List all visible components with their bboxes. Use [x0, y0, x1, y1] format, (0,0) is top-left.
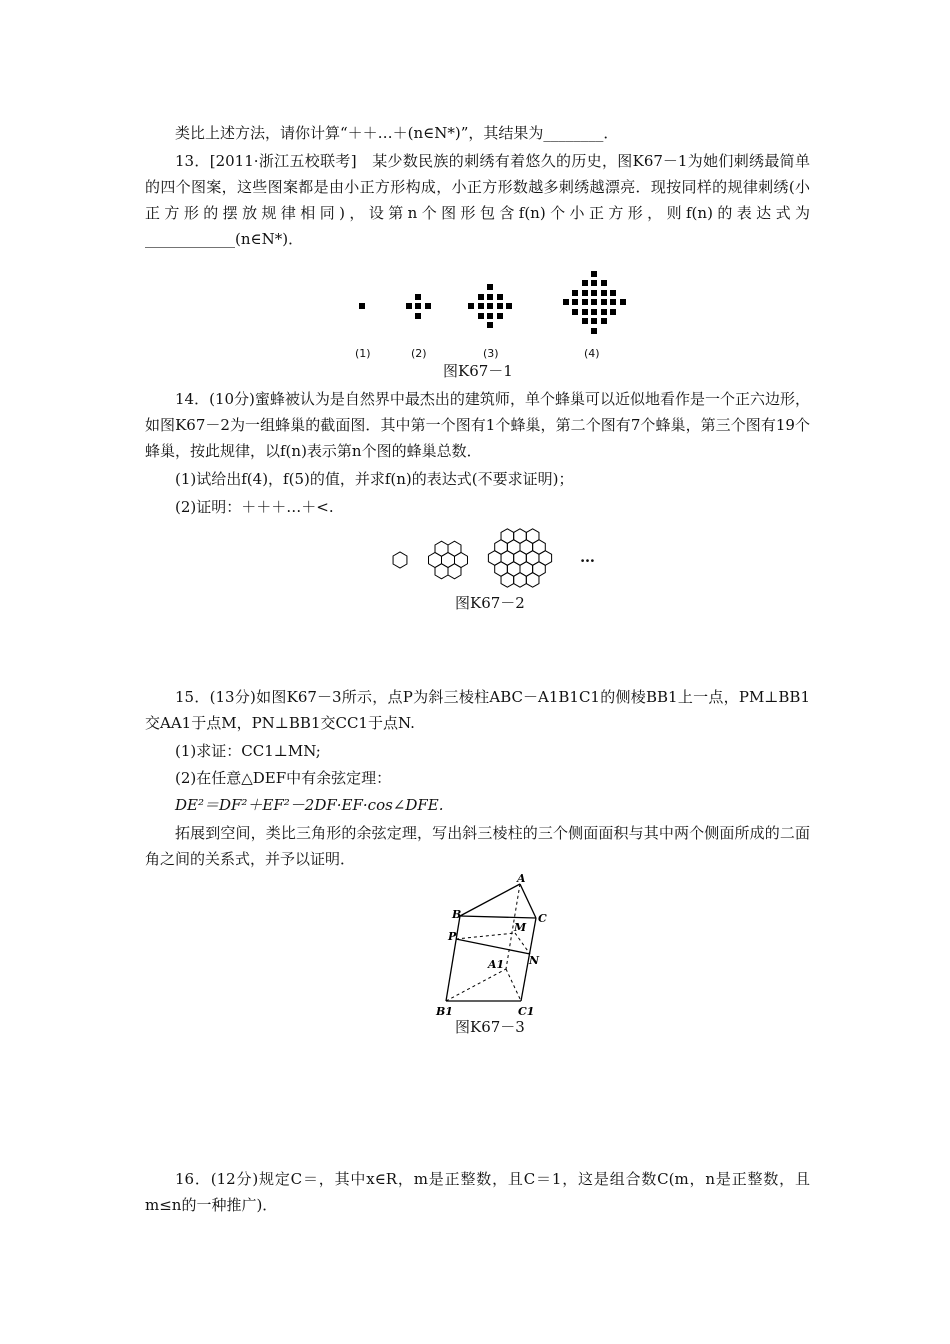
question-15-extension: 拓展到空间，类比三角形的余弦定理，写出斜三棱柱的三个侧面面积与其中两个侧面所成的二面角之间的关系式，并予以证明．: [145, 824, 810, 868]
figure-k67-1-caption: 图K67－1: [443, 362, 513, 380]
honeycomb-cell: [393, 552, 407, 568]
honeycomb-cell: [455, 553, 468, 568]
question-14-part-1: (1)试给出f(4)，f(5)的值，并求f(n)的表达式(不要求证明)；: [175, 470, 574, 488]
pattern-square: [497, 313, 503, 319]
pattern-square: [478, 303, 484, 309]
figure-k67-2-ellipsis: …: [580, 548, 595, 566]
pattern-square: [601, 290, 607, 296]
figure-label-3: (3): [483, 347, 499, 360]
pattern-square: [610, 299, 616, 305]
pattern-square: [601, 280, 607, 286]
pattern-square: [487, 284, 493, 290]
pattern-square: [610, 290, 616, 296]
analogy-line: 类比上述方法，请你计算“＋＋…＋(n∈N*)”，其结果为________．: [175, 124, 619, 142]
figure-label-1: (1): [355, 347, 371, 360]
pattern-square: [487, 322, 493, 328]
pattern-square: [591, 318, 597, 324]
pattern-square: [415, 313, 421, 319]
pattern-square: [468, 303, 474, 309]
pattern-square: [582, 299, 588, 305]
point-label-c1: C1: [518, 1005, 535, 1018]
point-label-a: A: [517, 872, 526, 885]
figure-label-2: (2): [411, 347, 427, 360]
pattern-square: [591, 271, 597, 277]
question-16-text: 16．(12分)规定C＝，其中x∈R，m是正整数，且C＝1，这是组合数C(m，n是正整数，且m≤n的一种推广)．: [145, 1170, 810, 1214]
question-15-text: 15．(13分)如图K67－3所示，点P为斜三棱柱ABC－A1B1C1的侧棱BB1上一点，PM⊥BB1交AA1于点M，PN⊥BB1交CC1于点N.: [145, 688, 810, 732]
pattern-square: [478, 313, 484, 319]
question-14-part-2: (2)证明：＋＋＋…＋<.: [175, 498, 334, 516]
figure-k67-2-caption: 图K67－2: [455, 594, 525, 612]
pattern-square: [572, 299, 578, 305]
pattern-square: [497, 303, 503, 309]
pattern-square: [582, 318, 588, 324]
question-14-text: 14．(10分)蜜蜂被认为是自然界中最杰出的建筑师，单个蜂巢可以近似地看作是一个正六边形，如图K67－2为一组蜂巢的截面图．其中第一个图有1个蜂巢，第二个图有7个蜂巢，第三个图有19个蜂巢，按此规律，以f(n)表示第n个图的蜂巢总数．: [145, 390, 810, 460]
pattern-square: [359, 303, 365, 309]
pattern-square: [425, 303, 431, 309]
figure-k67-1: [340, 262, 640, 362]
pattern-square: [563, 299, 569, 305]
point-label-c: C: [538, 912, 547, 925]
pattern-square: [591, 309, 597, 315]
pattern-square: [601, 309, 607, 315]
pattern-square: [610, 309, 616, 315]
pattern-square: [487, 303, 493, 309]
pattern-square: [582, 280, 588, 286]
pattern-square: [591, 299, 597, 305]
question-15-formula: DE²＝DF²＋EF²－2DF·EF·cos∠DFE.: [175, 796, 444, 814]
pattern-square: [591, 280, 597, 286]
point-label-a1: A1: [488, 958, 505, 971]
pattern-square: [582, 309, 588, 315]
pattern-square: [601, 318, 607, 324]
pattern-square: [591, 290, 597, 296]
pattern-square: [601, 299, 607, 305]
pattern-square: [415, 303, 421, 309]
pattern-square: [506, 303, 512, 309]
pattern-square: [487, 294, 493, 300]
point-label-p: P: [448, 930, 457, 943]
point-label-n: N: [529, 954, 540, 967]
question-15-part-1: (1)求证：CC1⊥MN;: [175, 742, 321, 760]
question-15-part-2: (2)在任意△DEF中有余弦定理：: [175, 769, 392, 787]
pattern-square: [497, 294, 503, 300]
figure-k67-2: [380, 520, 640, 590]
pattern-square: [582, 290, 588, 296]
honeycomb-cell: [539, 551, 552, 566]
pattern-square: [620, 299, 626, 305]
figure-k67-3-prism: [430, 872, 560, 1018]
pattern-square: [572, 309, 578, 315]
pattern-square: [591, 328, 597, 334]
pattern-square: [478, 294, 484, 300]
point-label-m: M: [514, 921, 527, 934]
point-label-b1: B1: [436, 1005, 453, 1018]
pattern-square: [487, 313, 493, 319]
question-13-text: 13．[2011·浙江五校联考] 某少数民族的刺绣有着悠久的历史，图K67－1为她们刺绣最简单的四个图案，这些图案都是由小正方形构成，小正方形数越多刺绣越漂亮．现按同样的规律刺绣(小正方形的摆放规律相同)，设第n个图形包含f(n)个小正方形，则f(n)的表达式为____________(n∈N*)．: [145, 152, 810, 248]
pattern-square: [572, 290, 578, 296]
figure-k67-3-caption: 图K67－3: [455, 1018, 525, 1036]
pattern-square: [415, 294, 421, 300]
pattern-square: [406, 303, 412, 309]
figure-label-4: (4): [584, 347, 600, 360]
point-label-b: B: [452, 908, 462, 921]
